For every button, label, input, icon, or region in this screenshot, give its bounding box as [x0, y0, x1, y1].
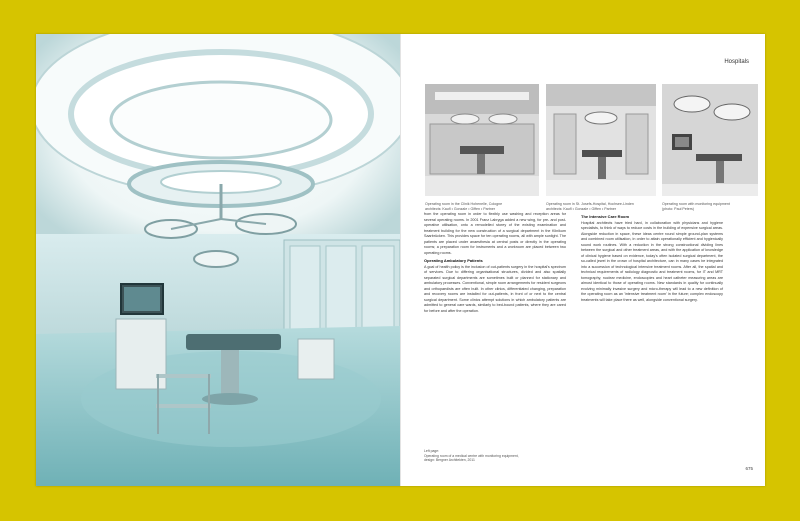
- section-heading: Operating Ambulatory Patients: [424, 258, 483, 263]
- body-paragraph: A goal of health policy is the inclusion of out-patients surgery in the hospital's spectrum of services. Due to differing organisational structures, divided and also spatially separated surgical departments are sometimes built or planned for stationary and ambulatory processes. Conventional, simple room arrangements for resident surgeons and orthopaedists are often built. In other clinics, differentiated changing, preparation and recovery rooms are installed for out-patients, in front of or next to the central surgical department. Some clinics attempt solutions in which ambulatory patients are admitted to general care wards, similarly to bed-bound patients, where they are cared for before and after the operation.: [424, 264, 566, 313]
- left-page-caption: Left page: Operating room of a medical centre with monitoring equipment, design: Bergner Architekten, 2011: [424, 449, 519, 462]
- text-column-right: [581, 212, 723, 305]
- thumbnail-caption-3: Operating room with monitoring equipment (photo: Paul Peters): [662, 202, 730, 211]
- right-page: [401, 34, 765, 486]
- thumbnail-caption-1: Operating room in the Clinik Hohenelle, Cologne architects: Kaufl • Gonzale • Giffen • Partner: [425, 202, 503, 211]
- thumbnail-caption-2: Operating room in St. Josefs-Hospital, Hochsee-Linden architects: Kaufl • Gonzale • Giffen • Partner: [546, 202, 634, 211]
- thumbnail-photo-3: [662, 84, 758, 196]
- operating-room-illustration: [36, 34, 400, 486]
- operating-room-photo: [36, 34, 400, 486]
- thumbnail-photo-1: [425, 84, 539, 196]
- body-paragraph: Hospital architects have tried hard, in collaboration with physicians and hygiene specialists, to think of ways to reduce costs in the building of expensive surgical areas. Alongside reduction in space, these ideas centre round simple ground-plan systems and combined room utilisation, in order to attain operationally efficient and hygienically sound work routines. With a reduction in the strong constructional dividing lines between the surgical and other treatment areas, and with the application of knowledge of clinical hygiene based on evidence, today's often isolated surgical department, the so-called jewel in the crown of hospital architecture, can in many cases be integrated into a succession of technological intensive treatment rooms. After all, the spatial and technical requirements of radiology diagnostic and treatment rooms, for IT and MRT tomography, nuclear medicine, endoscopies and heart catheter measuring areas are almost identical to those of operating rooms. New standards in quality for continually evolving minimally invasive surgery and micro-therapy will lead to a new definition of the operating room as an 'intensive treatment room' in the future; complex endoscopy treatments will take place there as well, alongside conventional surgery.: [581, 220, 723, 302]
- thumbnail-photo-2: [546, 84, 656, 196]
- text-column-left: [424, 212, 566, 316]
- book-spread: [36, 34, 765, 486]
- body-paragraph: from the operating room in order to flexibly use washing and reception areas for several operating rooms. In 2001 Franz Labryga added a new wing, for pre- and post-operative utilisation, onto a remodelled storey of the existing examination and treatment building for the new construction of a surgical department in the Klinikum Saarbrücken. This provides space for ten operating rooms, all with ample sunlight. The patients are placed under anaesthesia at central posts or directly in the operating rooms; a preparation room for instruments and a workroom are placed between two operating rooms.: [424, 212, 566, 255]
- running-head: Hospitals: [724, 59, 749, 65]
- section-heading: The Intensive Care Room: [581, 214, 630, 219]
- page-number: 675: [745, 466, 753, 471]
